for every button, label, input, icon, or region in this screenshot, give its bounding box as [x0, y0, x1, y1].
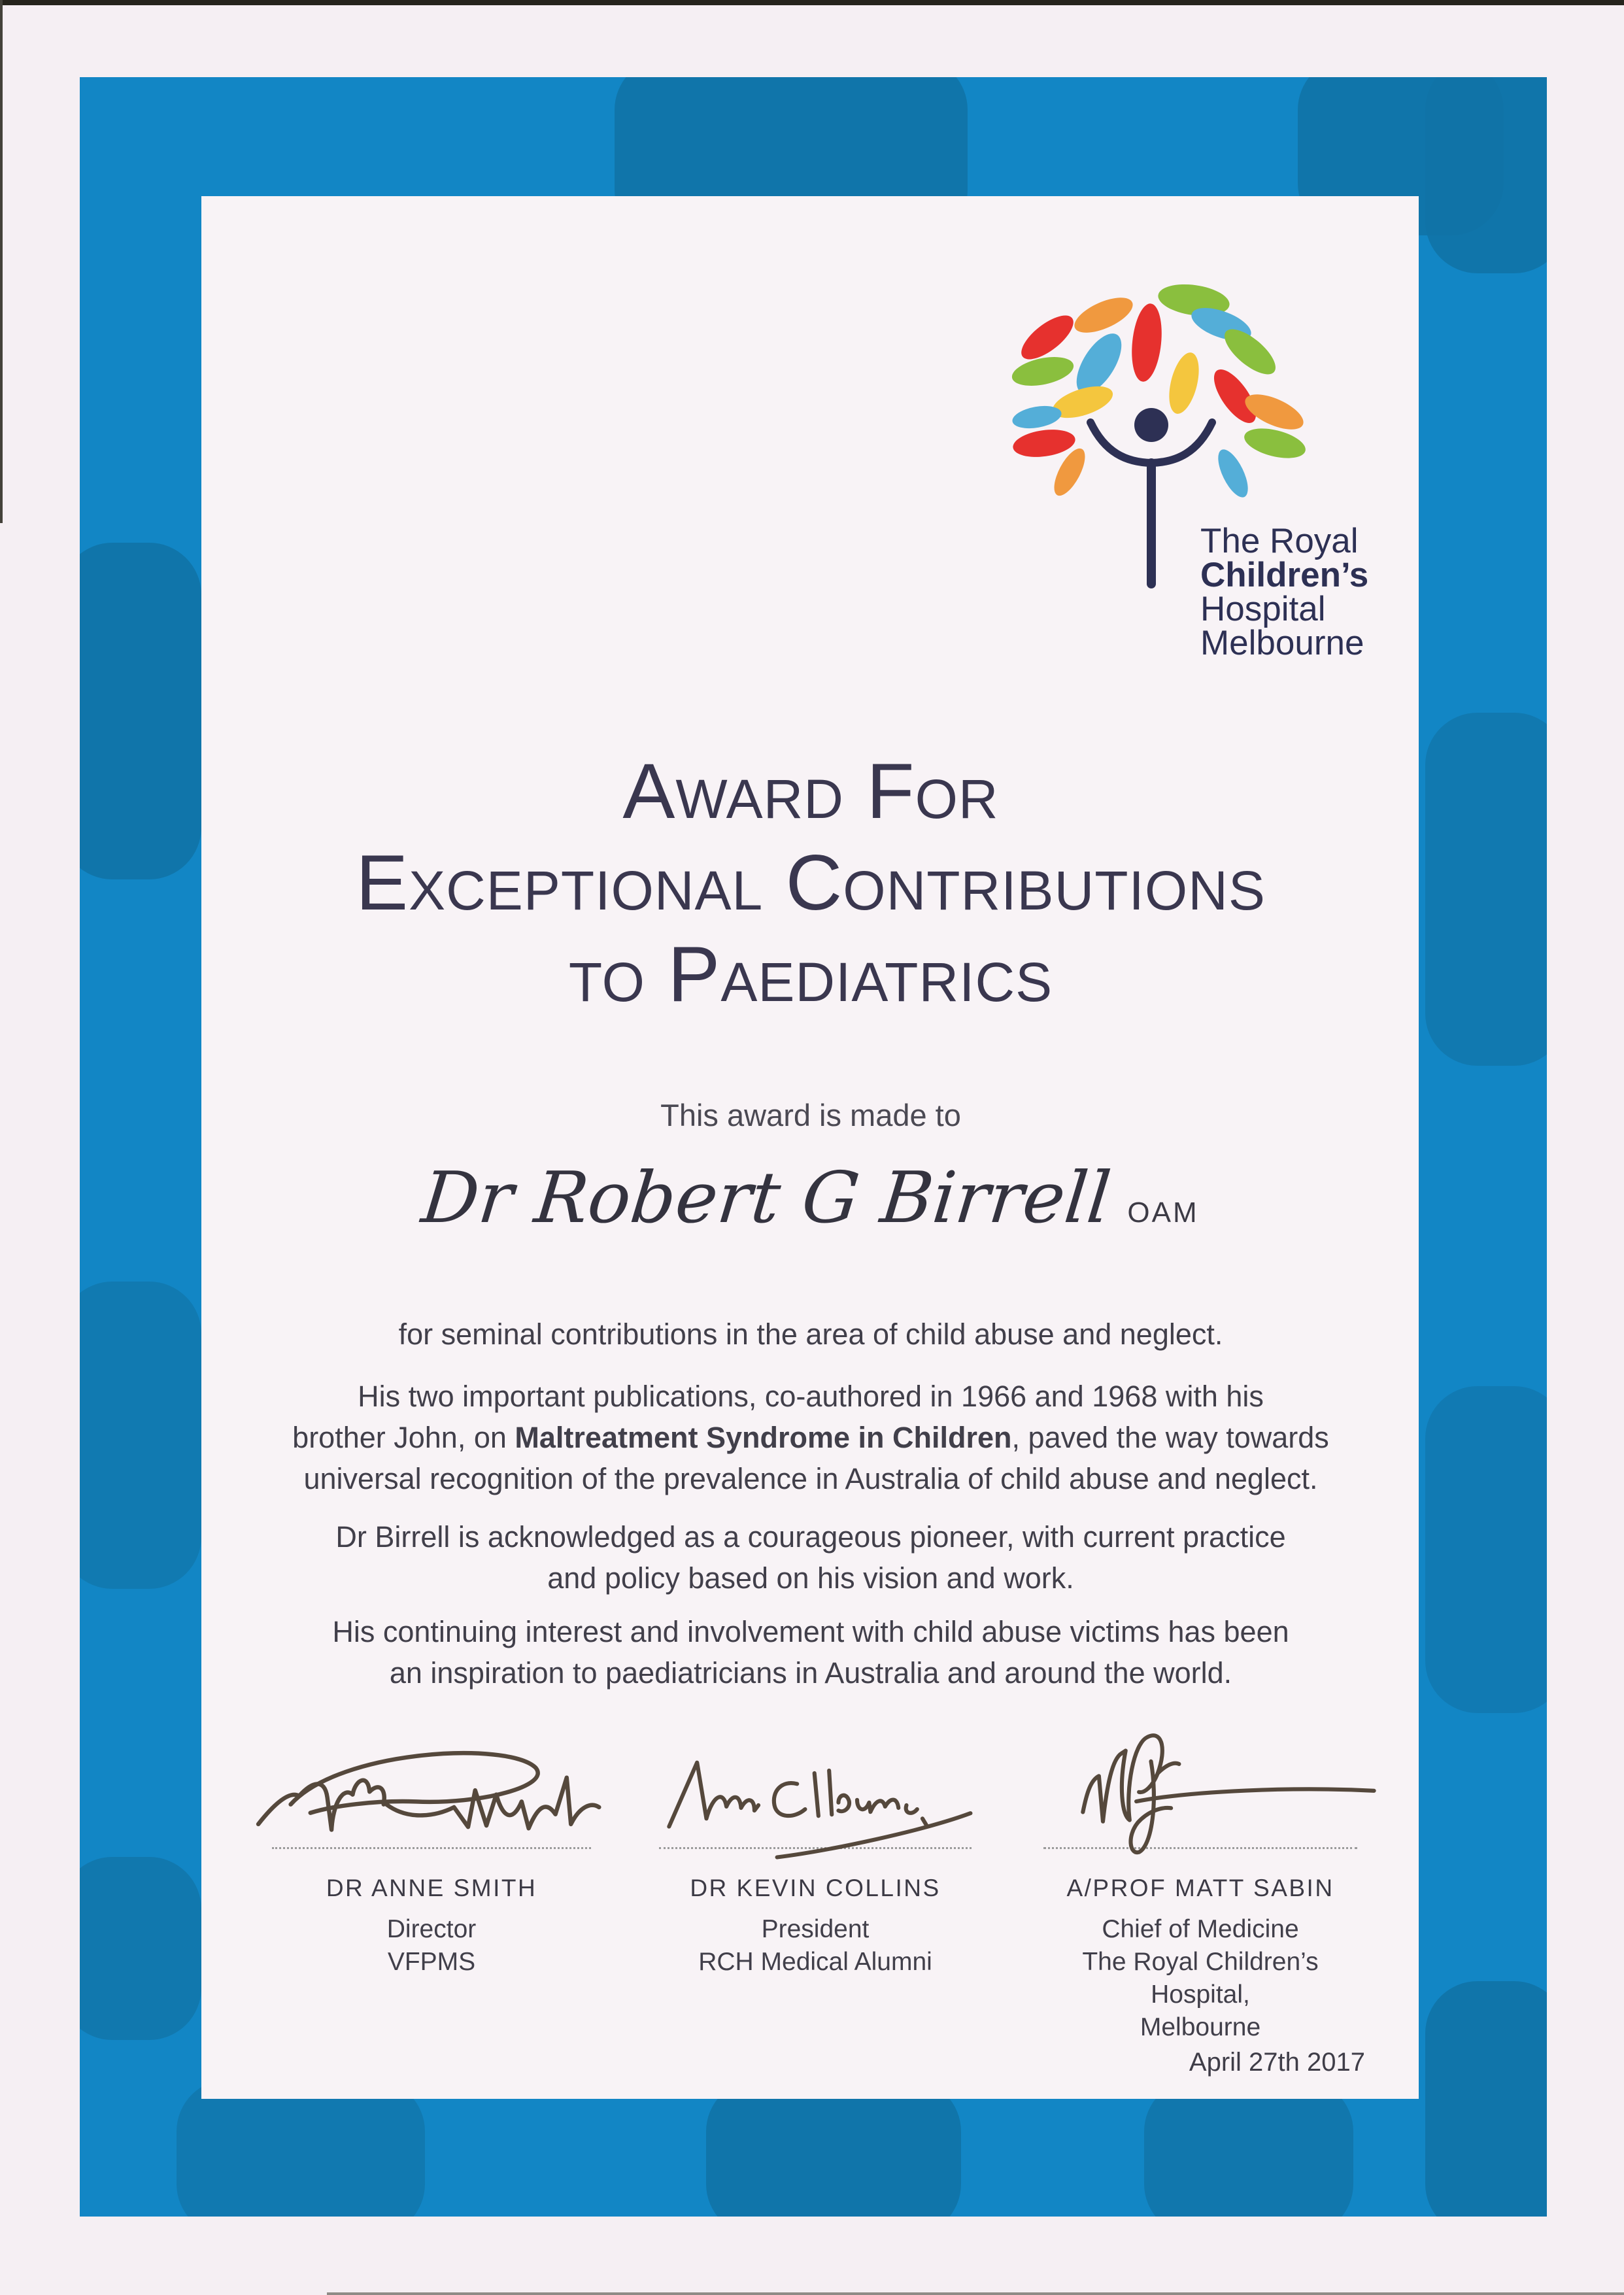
- signatory-name: A/PROF MATT SABIN: [1066, 1875, 1334, 1901]
- signatory-name: DR KEVIN COLLINS: [690, 1875, 941, 1901]
- signatory-role-line: The Royal Children’s Hospital,: [1082, 1948, 1319, 2009]
- citation-paragraph: [268, 1314, 1353, 1355]
- logo-line: Melbourne: [1200, 624, 1364, 662]
- signature-kevin-collins: [657, 1742, 990, 1873]
- award-date: April 27th 2017: [1189, 2048, 1365, 2077]
- recipient-line: [203, 1157, 1419, 1268]
- signatory-role-line: Melbourne: [1140, 2013, 1261, 2041]
- rch-logo-wordmark: [1200, 524, 1368, 660]
- signatory-role-line: Chief of Medicine: [1102, 1915, 1299, 1943]
- signature-matt-sabin: [1072, 1720, 1386, 1877]
- citation-segment: , paved the way towards: [1011, 1421, 1329, 1454]
- scan-artifact-bottom-edge: [327, 2292, 1624, 2295]
- signatory-role-line: Director: [386, 1915, 477, 1943]
- citation-line: and policy based on his vision and work.: [547, 1561, 1074, 1595]
- logo-line: The Royal: [1200, 522, 1359, 560]
- citation-paragraph: [268, 1611, 1353, 1693]
- citation-line: universal recognition of the prevalence in Australia of child abuse and neglect.: [303, 1462, 1318, 1495]
- signatory-role-line: VFPMS: [387, 1948, 476, 1976]
- award-intro-text: This award is made to: [660, 1098, 961, 1132]
- logo-leaves: [1009, 280, 1309, 502]
- title-line: Award For: [622, 747, 999, 835]
- logo-line: Hospital: [1200, 590, 1326, 628]
- citation-line: for seminal contributions in the area of child abuse and neglect.: [398, 1318, 1223, 1351]
- title-line: to Paediatrics: [568, 930, 1053, 1018]
- citation-line: His continuing interest and involvement with child abuse victims has been: [332, 1615, 1289, 1648]
- citation-paragraph: [268, 1516, 1353, 1599]
- signatory-role-line: President: [761, 1915, 870, 1943]
- citation-line: His two important publications, co-authored in 1966 and 1968 with his: [358, 1380, 1264, 1413]
- citation-segment: brother John, on: [292, 1421, 515, 1454]
- signatory-roles: [659, 1913, 972, 1979]
- recipient-name: Dr Robert G Birrell: [418, 1157, 1115, 1239]
- citation-bold-phrase: Maltreatment Syndrome in Children: [515, 1421, 1012, 1454]
- signatory-role-line: RCH Medical Alumni: [698, 1948, 932, 1976]
- scan-artifact-left-edge: [0, 0, 3, 523]
- logo-line: Children’s: [1200, 556, 1369, 594]
- signatory-name: DR ANNE SMITH: [326, 1875, 537, 1901]
- signatory-roles: [272, 1913, 591, 1979]
- scan-artifact-top-edge: [0, 0, 1624, 5]
- citation-paragraph: [268, 1376, 1353, 1499]
- logo-figure: [1091, 408, 1212, 584]
- title-line: Exceptional Contributions: [356, 839, 1266, 926]
- citation-line: [268, 1417, 1353, 1458]
- signatory-roles: [1043, 1913, 1357, 2044]
- certificate-title: [203, 745, 1419, 1020]
- citation-line: an inspiration to paediatricians in Australia and around the world.: [389, 1656, 1232, 1690]
- citation-line: Dr Birrell is acknowledged as a courageous pioneer, with current practice: [335, 1520, 1286, 1554]
- signature-anne-smith: [248, 1737, 615, 1878]
- recipient-post-nominal: OAM: [1127, 1197, 1199, 1229]
